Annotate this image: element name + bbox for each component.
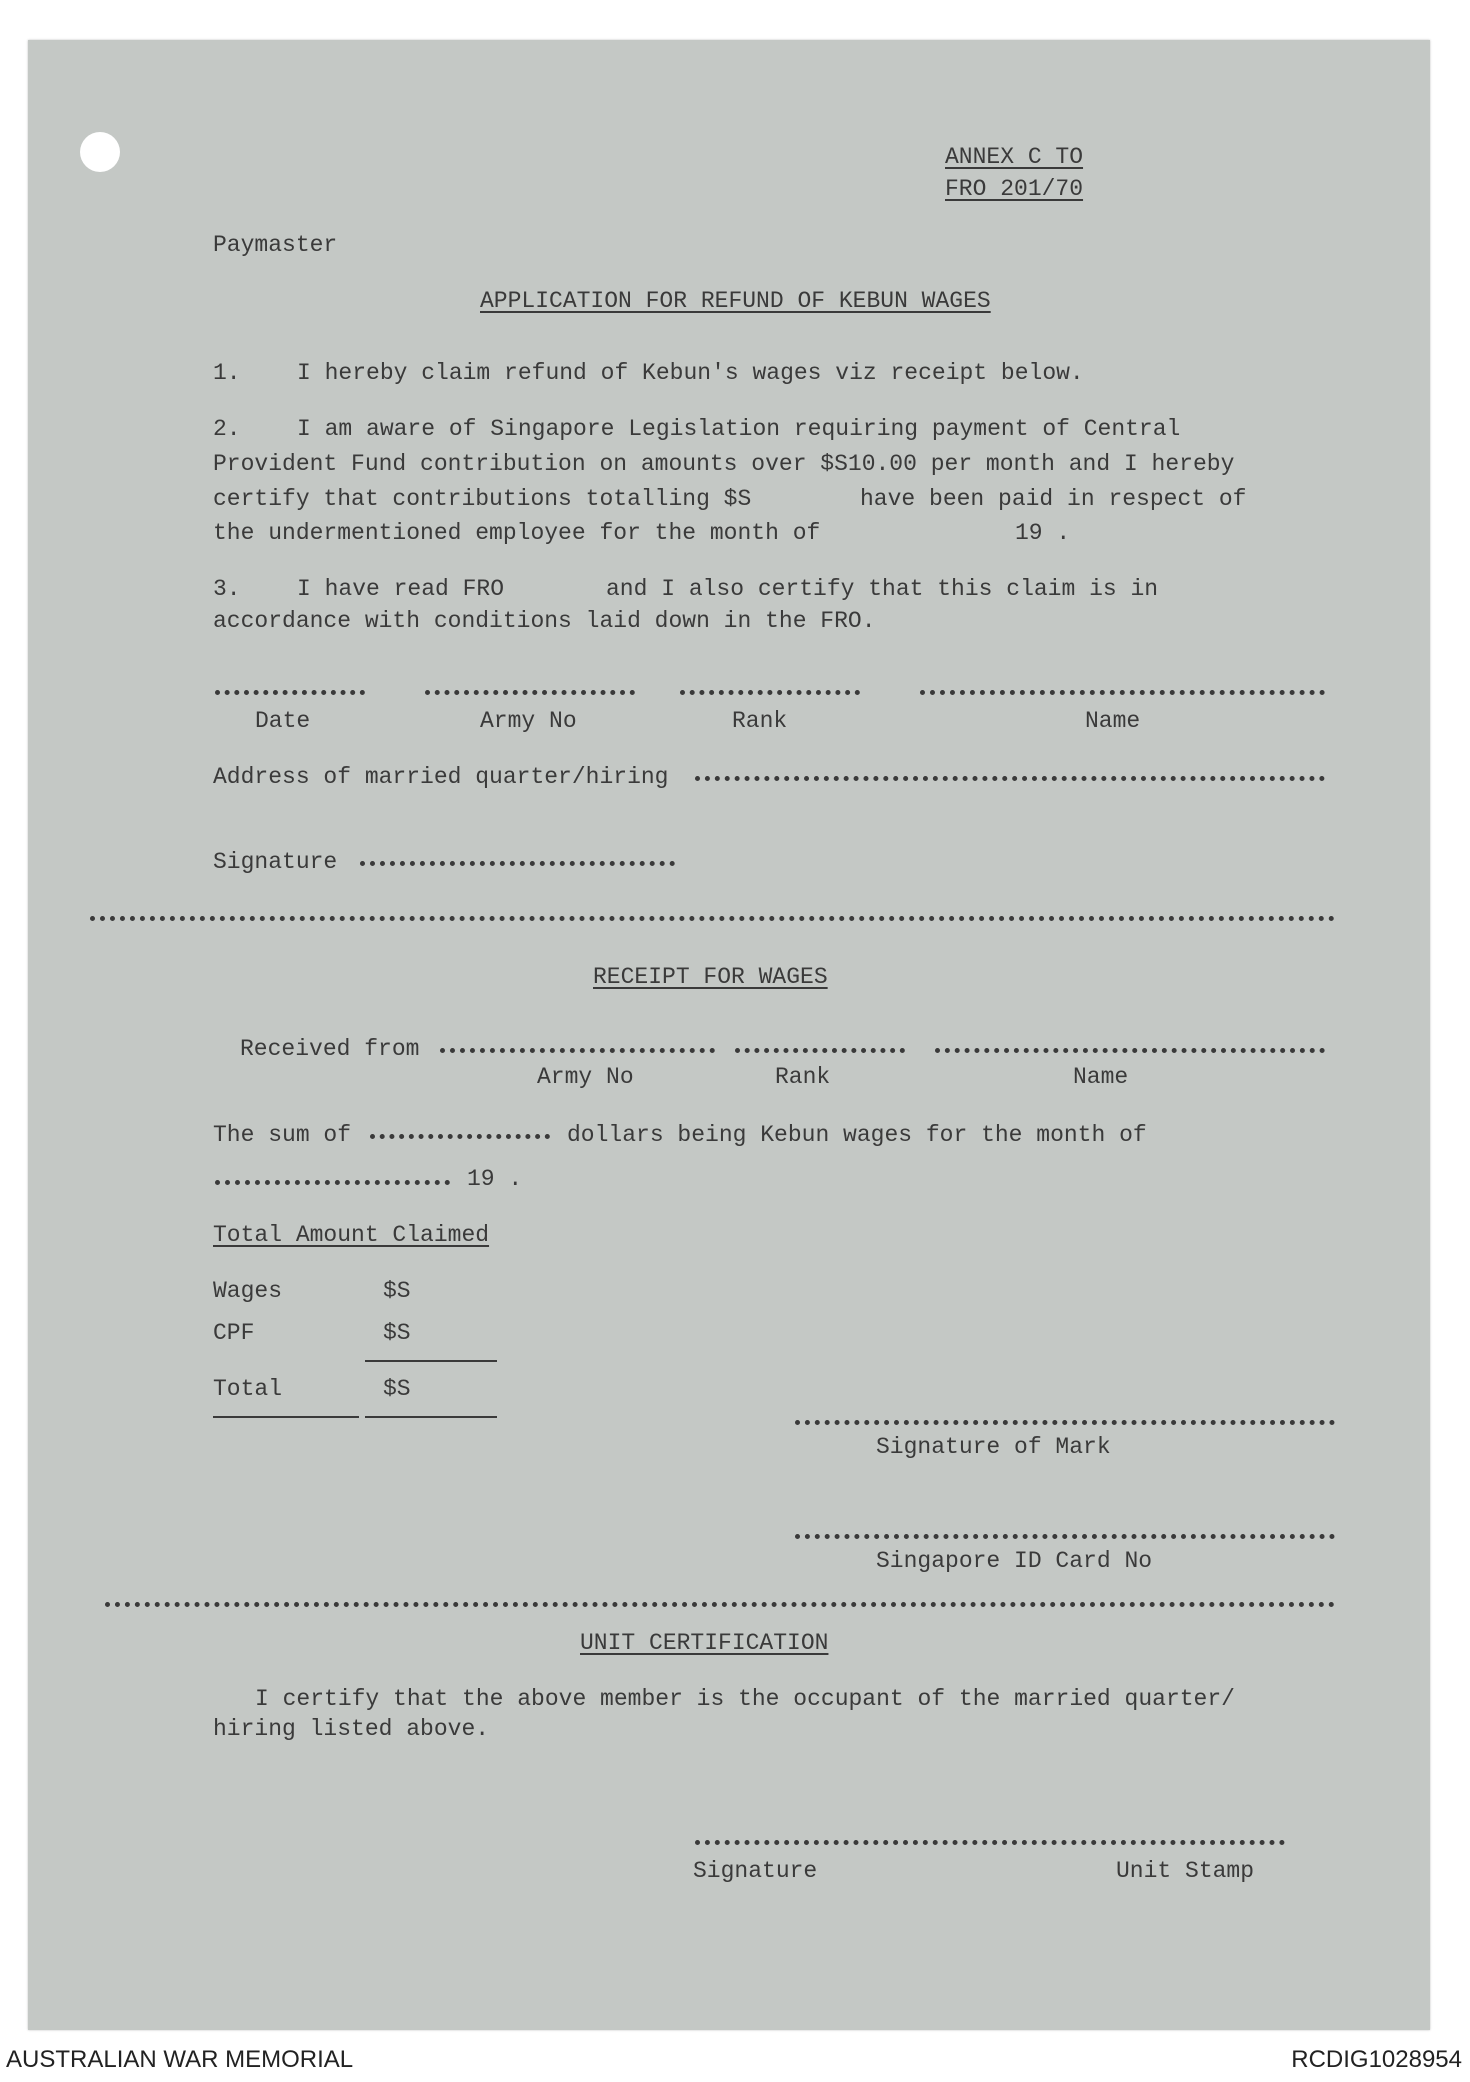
para3-line1b: and I also certify that this claim is in	[606, 576, 1159, 602]
wages-currency: $S	[383, 1278, 411, 1304]
total-currency: $S	[383, 1376, 411, 1402]
receipt-army-no-label: Army No	[537, 1064, 634, 1090]
signature-field-line[interactable]	[360, 861, 675, 866]
sum-label: The sum of	[213, 1122, 352, 1148]
cpf-currency: $S	[383, 1320, 411, 1346]
punch-hole	[80, 132, 120, 172]
address-label: Address of married quarter/hiring	[213, 764, 669, 790]
receipt-title: RECEIPT FOR WAGES	[593, 964, 828, 990]
total-rule-left	[213, 1416, 359, 1418]
id-card-label: Singapore ID Card No	[876, 1548, 1153, 1574]
rank-field-line[interactable]	[680, 690, 860, 695]
unit-signature-label: Signature	[693, 1858, 818, 1884]
para2-number: 2.	[213, 416, 241, 442]
month-field-line[interactable]	[215, 1180, 450, 1185]
id-card-line[interactable]	[795, 1534, 1335, 1539]
address-field-line[interactable]	[695, 776, 1325, 781]
total-rule-right	[365, 1416, 497, 1418]
para1-text: I hereby claim refund of Kebun's wages viz receipt below.	[297, 360, 1084, 386]
para3-number: 3.	[213, 576, 241, 602]
para2-line2: Provident Fund contribution on amounts over $S10.00 per month and I hereby	[213, 451, 1235, 477]
signature-of-mark-line[interactable]	[795, 1420, 1335, 1425]
receipt-year: 19 .	[467, 1166, 523, 1192]
date-field-line[interactable]	[215, 690, 365, 695]
receipt-army-no-line[interactable]	[440, 1048, 715, 1053]
footer-source: AUSTRALIAN WAR MEMORIAL	[6, 2046, 354, 2073]
unit-certification-title: UNIT CERTIFICATION	[580, 1630, 829, 1656]
unit-signature-line[interactable]	[695, 1840, 1285, 1845]
receipt-name-line[interactable]	[935, 1048, 1325, 1053]
rank-label: Rank	[732, 708, 788, 734]
sum-description: dollars being Kebun wages for the month of	[567, 1122, 1147, 1148]
fro-reference: FRO 201/70	[945, 176, 1084, 202]
footer-id: RCDIG1028954	[1291, 2046, 1462, 2073]
para2-line4a: the undermentioned employee for the month of	[213, 520, 821, 546]
receipt-name-label: Name	[1073, 1064, 1129, 1090]
unit-cert-line1: I certify that the above member is the occupant of the married quarter/	[255, 1686, 1235, 1712]
para2-line3a: certify that contributions totalling $S	[213, 486, 752, 512]
wages-label: Wages	[213, 1278, 283, 1304]
total-label: Total	[213, 1376, 283, 1402]
section-separator-2	[105, 1602, 1335, 1607]
date-label: Date	[255, 708, 311, 734]
cpf-label: CPF	[213, 1320, 255, 1346]
receipt-rank-label: Rank	[775, 1064, 831, 1090]
form-title: APPLICATION FOR REFUND OF KEBUN WAGES	[480, 288, 991, 314]
para3-line1a: I have read FRO	[297, 576, 505, 602]
annex-label: ANNEX C TO	[945, 144, 1084, 170]
sum-field-line[interactable]	[370, 1134, 550, 1139]
received-from-label: Received from	[240, 1036, 420, 1062]
name-field-line[interactable]	[920, 690, 1325, 695]
para2-line3b: have been paid in respect of	[860, 486, 1247, 512]
para3-line2: accordance with conditions laid down in the FRO.	[213, 608, 876, 634]
signature-of-mark-label: Signature of Mark	[876, 1434, 1111, 1460]
para2-year: 19 .	[1015, 520, 1071, 546]
para2-line1: I am aware of Singapore Legislation requiring payment of Central	[297, 416, 1181, 442]
unit-cert-line2: hiring listed above.	[213, 1716, 490, 1742]
army-no-field-line[interactable]	[425, 690, 635, 695]
name-label: Name	[1085, 708, 1141, 734]
addressee: Paymaster	[213, 232, 338, 258]
subtotal-rule	[365, 1360, 497, 1362]
army-no-label: Army No	[480, 708, 577, 734]
para1-number: 1.	[213, 360, 241, 386]
total-amount-heading: Total Amount Claimed	[213, 1222, 490, 1248]
receipt-rank-line[interactable]	[735, 1048, 905, 1053]
signature-label: Signature	[213, 849, 338, 875]
unit-stamp-label: Unit Stamp	[1116, 1858, 1255, 1884]
section-separator	[90, 916, 1335, 921]
